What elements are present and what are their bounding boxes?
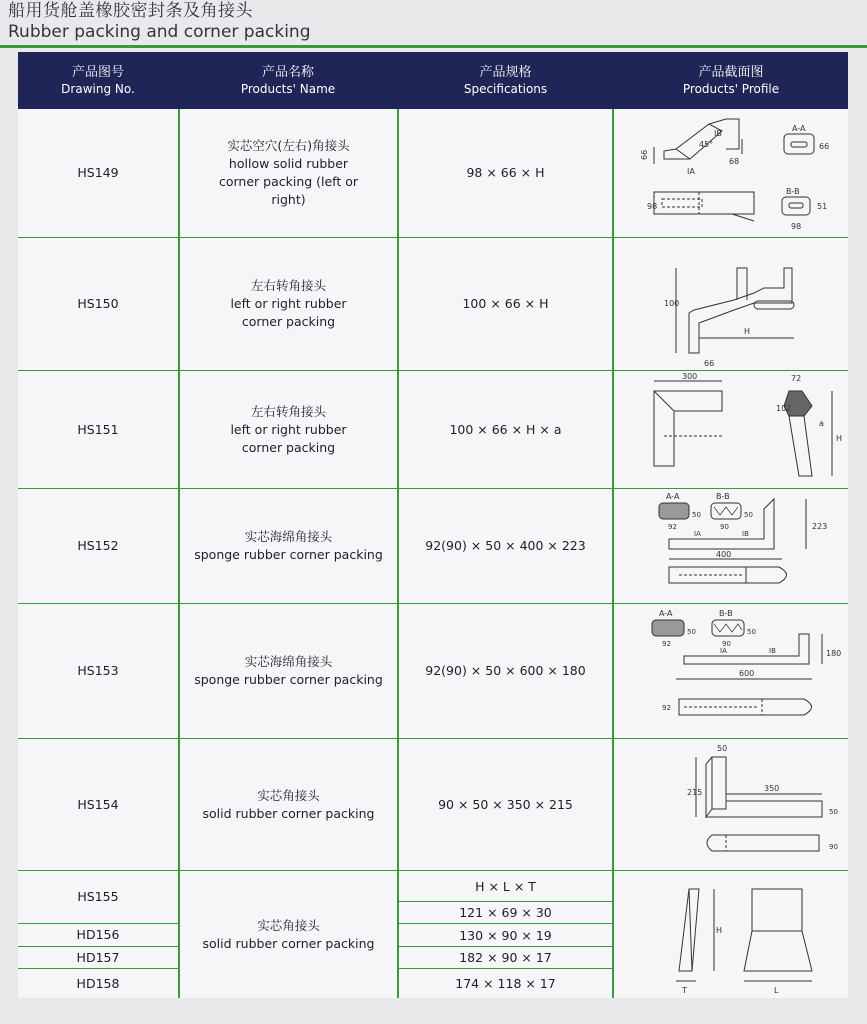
- profile-drawing: [614, 238, 848, 370]
- svg-text:50: 50: [747, 628, 756, 636]
- drawing-no: HS153: [77, 663, 119, 678]
- svg-text:68: 68: [729, 157, 740, 166]
- drawing-no: HS154: [77, 796, 119, 812]
- profile-drawing: [614, 489, 848, 603]
- profile-drawing: [614, 871, 848, 998]
- drawing-no: HD158: [76, 975, 120, 991]
- svg-text:350: 350: [764, 784, 780, 793]
- table-row: [18, 739, 178, 870]
- svg-text:B-B: B-B: [786, 187, 800, 196]
- table-row: [18, 109, 178, 237]
- svg-text:B-B: B-B: [719, 609, 733, 618]
- product-name: 实芯角接头 solid rubber corner packing: [202, 787, 375, 821]
- svg-text:98: 98: [647, 202, 658, 211]
- svg-text:IA: IA: [720, 647, 727, 655]
- table-row: [18, 871, 178, 923]
- col-specifications: 产品规格 Specifications: [463, 64, 548, 96]
- svg-text:100: 100: [664, 299, 680, 308]
- svg-text:92: 92: [662, 704, 671, 712]
- page-header: [8, 0, 311, 42]
- svg-text:51: 51: [817, 202, 828, 211]
- specification: H × L × T: [475, 878, 536, 894]
- specification: 174 × 118 × 17: [455, 976, 556, 991]
- svg-text:50: 50: [744, 511, 753, 519]
- product-name: 实芯海绵角接头 sponge rubber corner packing: [194, 654, 383, 687]
- specification: 182 × 90 × 17: [459, 950, 552, 965]
- svg-text:600: 600: [739, 669, 755, 678]
- svg-text:72: 72: [791, 374, 802, 383]
- svg-text:50: 50: [687, 628, 696, 636]
- table-row: [18, 969, 178, 998]
- svg-text:IB: IB: [714, 129, 722, 138]
- svg-text:B-B: B-B: [716, 492, 730, 501]
- svg-text:92: 92: [662, 640, 671, 648]
- table-row: [18, 489, 178, 603]
- svg-text:50: 50: [829, 808, 838, 816]
- table-row: [18, 238, 178, 370]
- svg-text:215: 215: [687, 788, 703, 797]
- svg-text:H: H: [716, 926, 723, 935]
- svg-text:92: 92: [668, 523, 677, 531]
- svg-text:98: 98: [791, 222, 802, 231]
- table-header: [18, 52, 848, 109]
- drawing-no: HD156: [76, 927, 120, 942]
- profile-drawing: [614, 739, 848, 870]
- svg-text:66: 66: [640, 149, 649, 160]
- svg-text:180: 180: [826, 649, 842, 658]
- drawing-no: HS149: [77, 165, 119, 180]
- specification: 100 × 66 × H: [462, 296, 549, 311]
- title-chinese: 船用货舱盖橡胶密封条及角接头: [8, 1, 253, 21]
- svg-text:H: H: [836, 434, 843, 443]
- drawing-no: HS152: [77, 538, 119, 553]
- svg-text:50: 50: [692, 511, 701, 519]
- drawing-no: HS155: [77, 889, 119, 904]
- specification: 100 × 66 × H × a: [449, 421, 562, 437]
- svg-text:L: L: [774, 986, 779, 995]
- table-row: [18, 604, 178, 738]
- col-profile: 产品截面图 Products' Profile: [682, 64, 780, 96]
- svg-text:66: 66: [704, 359, 715, 368]
- svg-text:a: a: [819, 419, 824, 428]
- specification: 92(90) × 50 × 600 × 180: [425, 663, 586, 678]
- product-name: 实芯海绵角接头 sponge rubber corner packing: [194, 529, 383, 562]
- col-product-name: 产品名称 Products' Name: [240, 64, 336, 96]
- product-name: 左右转角接头 left or right rubber corner packing: [230, 278, 347, 329]
- specification: 98 × 66 × H: [466, 165, 545, 180]
- svg-text:H: H: [744, 327, 751, 336]
- svg-text:IA: IA: [687, 167, 695, 176]
- svg-text:90: 90: [829, 843, 838, 851]
- table-body: [18, 109, 848, 998]
- svg-text:300: 300: [682, 372, 698, 381]
- product-name: 左右转角接头 left or right rubber corner packing: [230, 403, 347, 455]
- product-table: [18, 52, 848, 998]
- svg-text:A-A: A-A: [659, 609, 673, 618]
- svg-text:102: 102: [776, 404, 792, 413]
- svg-text:400: 400: [716, 550, 732, 559]
- svg-text:223: 223: [812, 522, 828, 531]
- table-row: [18, 947, 178, 968]
- svg-text:50: 50: [717, 744, 728, 753]
- profile-drawing: [614, 109, 848, 237]
- svg-text:A-A: A-A: [666, 492, 680, 501]
- table-row: [18, 371, 178, 488]
- svg-text:IA: IA: [694, 530, 701, 538]
- title-english: Rubber packing and corner packing: [8, 22, 311, 42]
- table-row: [18, 924, 178, 946]
- svg-text:IB: IB: [769, 647, 776, 655]
- drawing-no: HD157: [76, 949, 120, 965]
- product-name: 实芯角接头 solid rubber corner packing: [202, 917, 375, 951]
- svg-text:IB: IB: [742, 530, 749, 538]
- svg-text:66: 66: [819, 142, 830, 151]
- profile-drawing: [614, 371, 848, 488]
- specification: 92(90) × 50 × 400 × 223: [425, 538, 586, 553]
- col-drawing-no: 产品图号 Drawing No.: [61, 64, 135, 96]
- product-name: 实芯空穴(左右)角接头 hollow solid rubber corner packing (left or right): [218, 138, 359, 207]
- svg-text:90: 90: [720, 523, 729, 531]
- specification: 90 × 50 × 350 × 215: [438, 796, 573, 812]
- drawing-no: HS150: [77, 296, 119, 311]
- profile-drawing: [614, 604, 848, 738]
- header-rule: [0, 45, 867, 48]
- svg-text:90: 90: [722, 640, 731, 648]
- drawing-no: HS151: [77, 421, 119, 437]
- svg-text:A-A: A-A: [792, 124, 806, 133]
- specification: 121 × 69 × 30: [459, 905, 552, 920]
- svg-text:T: T: [682, 986, 687, 995]
- specification: 130 × 90 × 19: [459, 927, 552, 943]
- svg-text:45°: 45°: [699, 140, 714, 149]
